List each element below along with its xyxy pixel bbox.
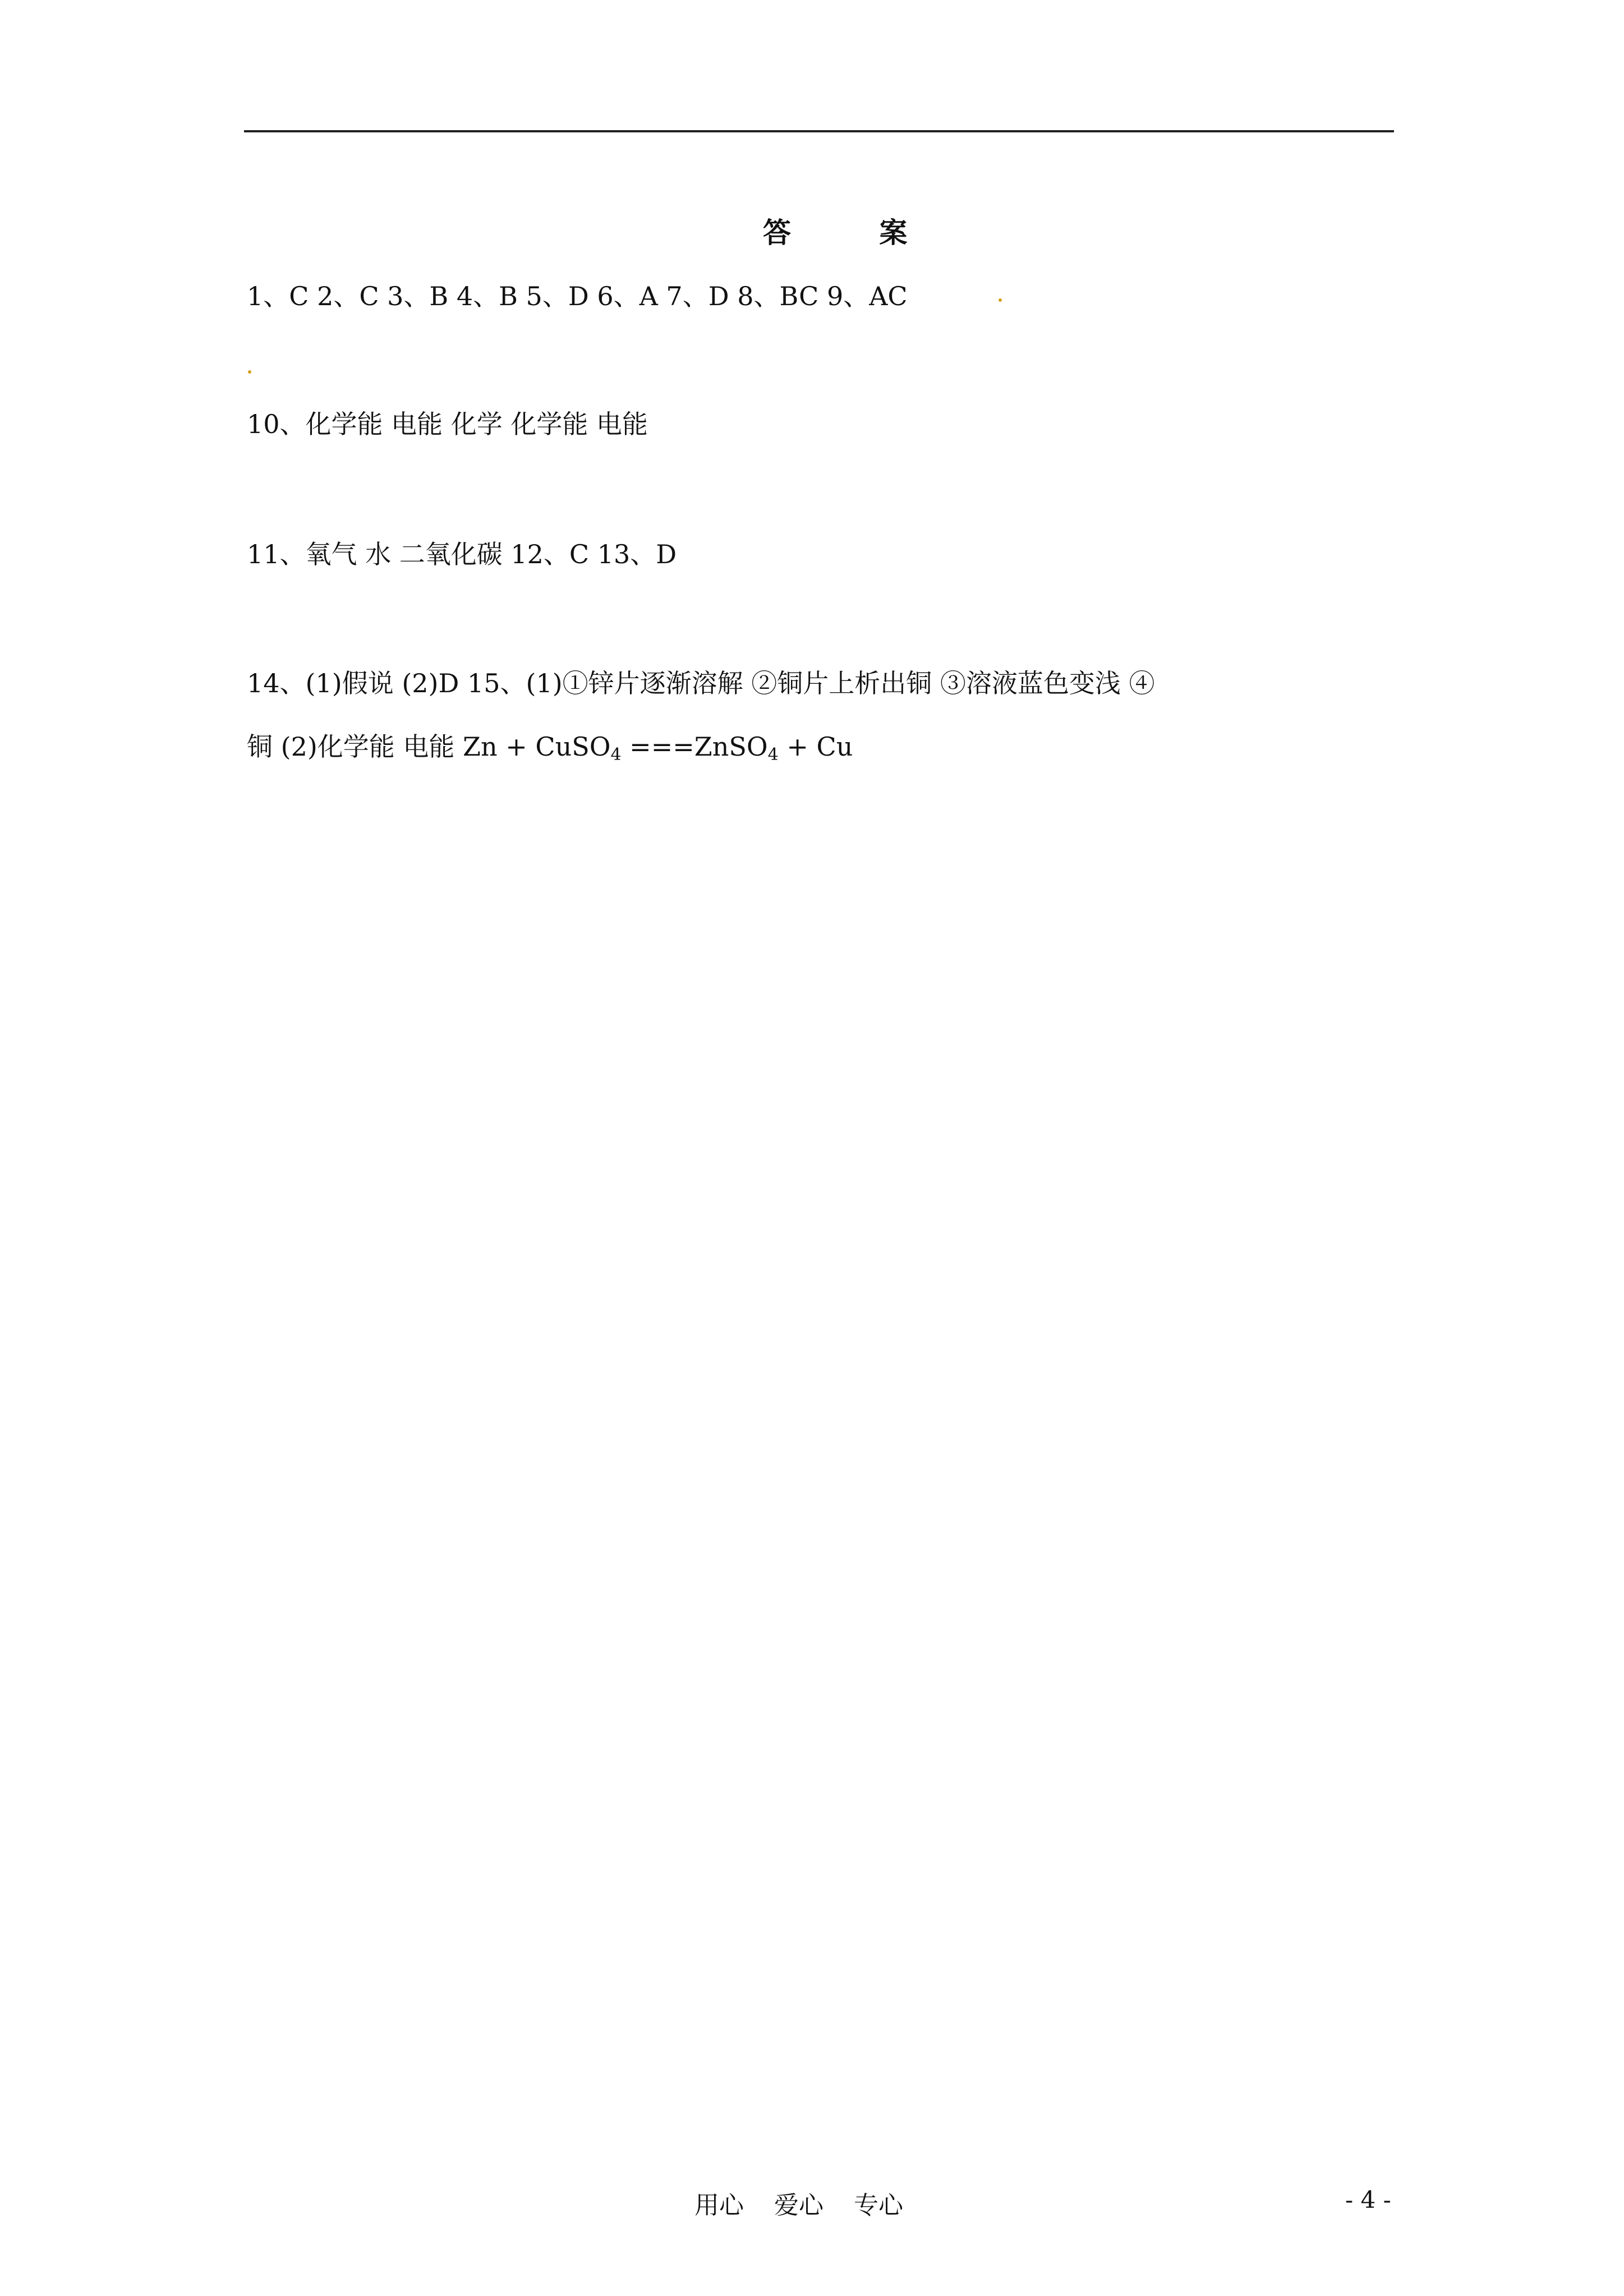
answer-line-5-mid: ===ZnSO (621, 731, 768, 762)
header-rule (244, 130, 1394, 132)
subscript-4: 4 (767, 745, 779, 765)
page-title: 答 案 (763, 216, 947, 249)
answer-line-5 (247, 731, 853, 765)
page-number: - 4 - (1345, 2186, 1391, 2214)
footer-motto (694, 2185, 926, 2221)
footer-motto-3: 专心 (854, 2191, 903, 2220)
stray-mark (248, 370, 251, 374)
footer-motto-1: 用心 (694, 2191, 744, 2220)
answer-line-1: 1、C 2、C 3、B 4、B 5、D 6、A 7、D 8、BC 9、AC (247, 281, 908, 311)
answer-line-2: 10、化学能 电能 化学 化学能 电能 (247, 409, 648, 439)
subscript-4: 4 (610, 745, 622, 765)
answer-line-5-suffix: + Cu (778, 731, 853, 762)
stray-mark (999, 298, 1002, 302)
answer-line-5-prefix: 铜 (2)化学能 电能 Zn + CuSO (247, 731, 611, 762)
footer-motto-2: 爱心 (774, 2191, 823, 2220)
answer-line-4: 14、(1)假说 (2)D 15、(1)①锌片逐渐溶解 ②铜片上析出铜 ③溶液蓝色变浅 ④ (247, 668, 1155, 698)
answer-line-3: 11、氧气 水 二氧化碳 12、C 13、D (247, 539, 677, 569)
